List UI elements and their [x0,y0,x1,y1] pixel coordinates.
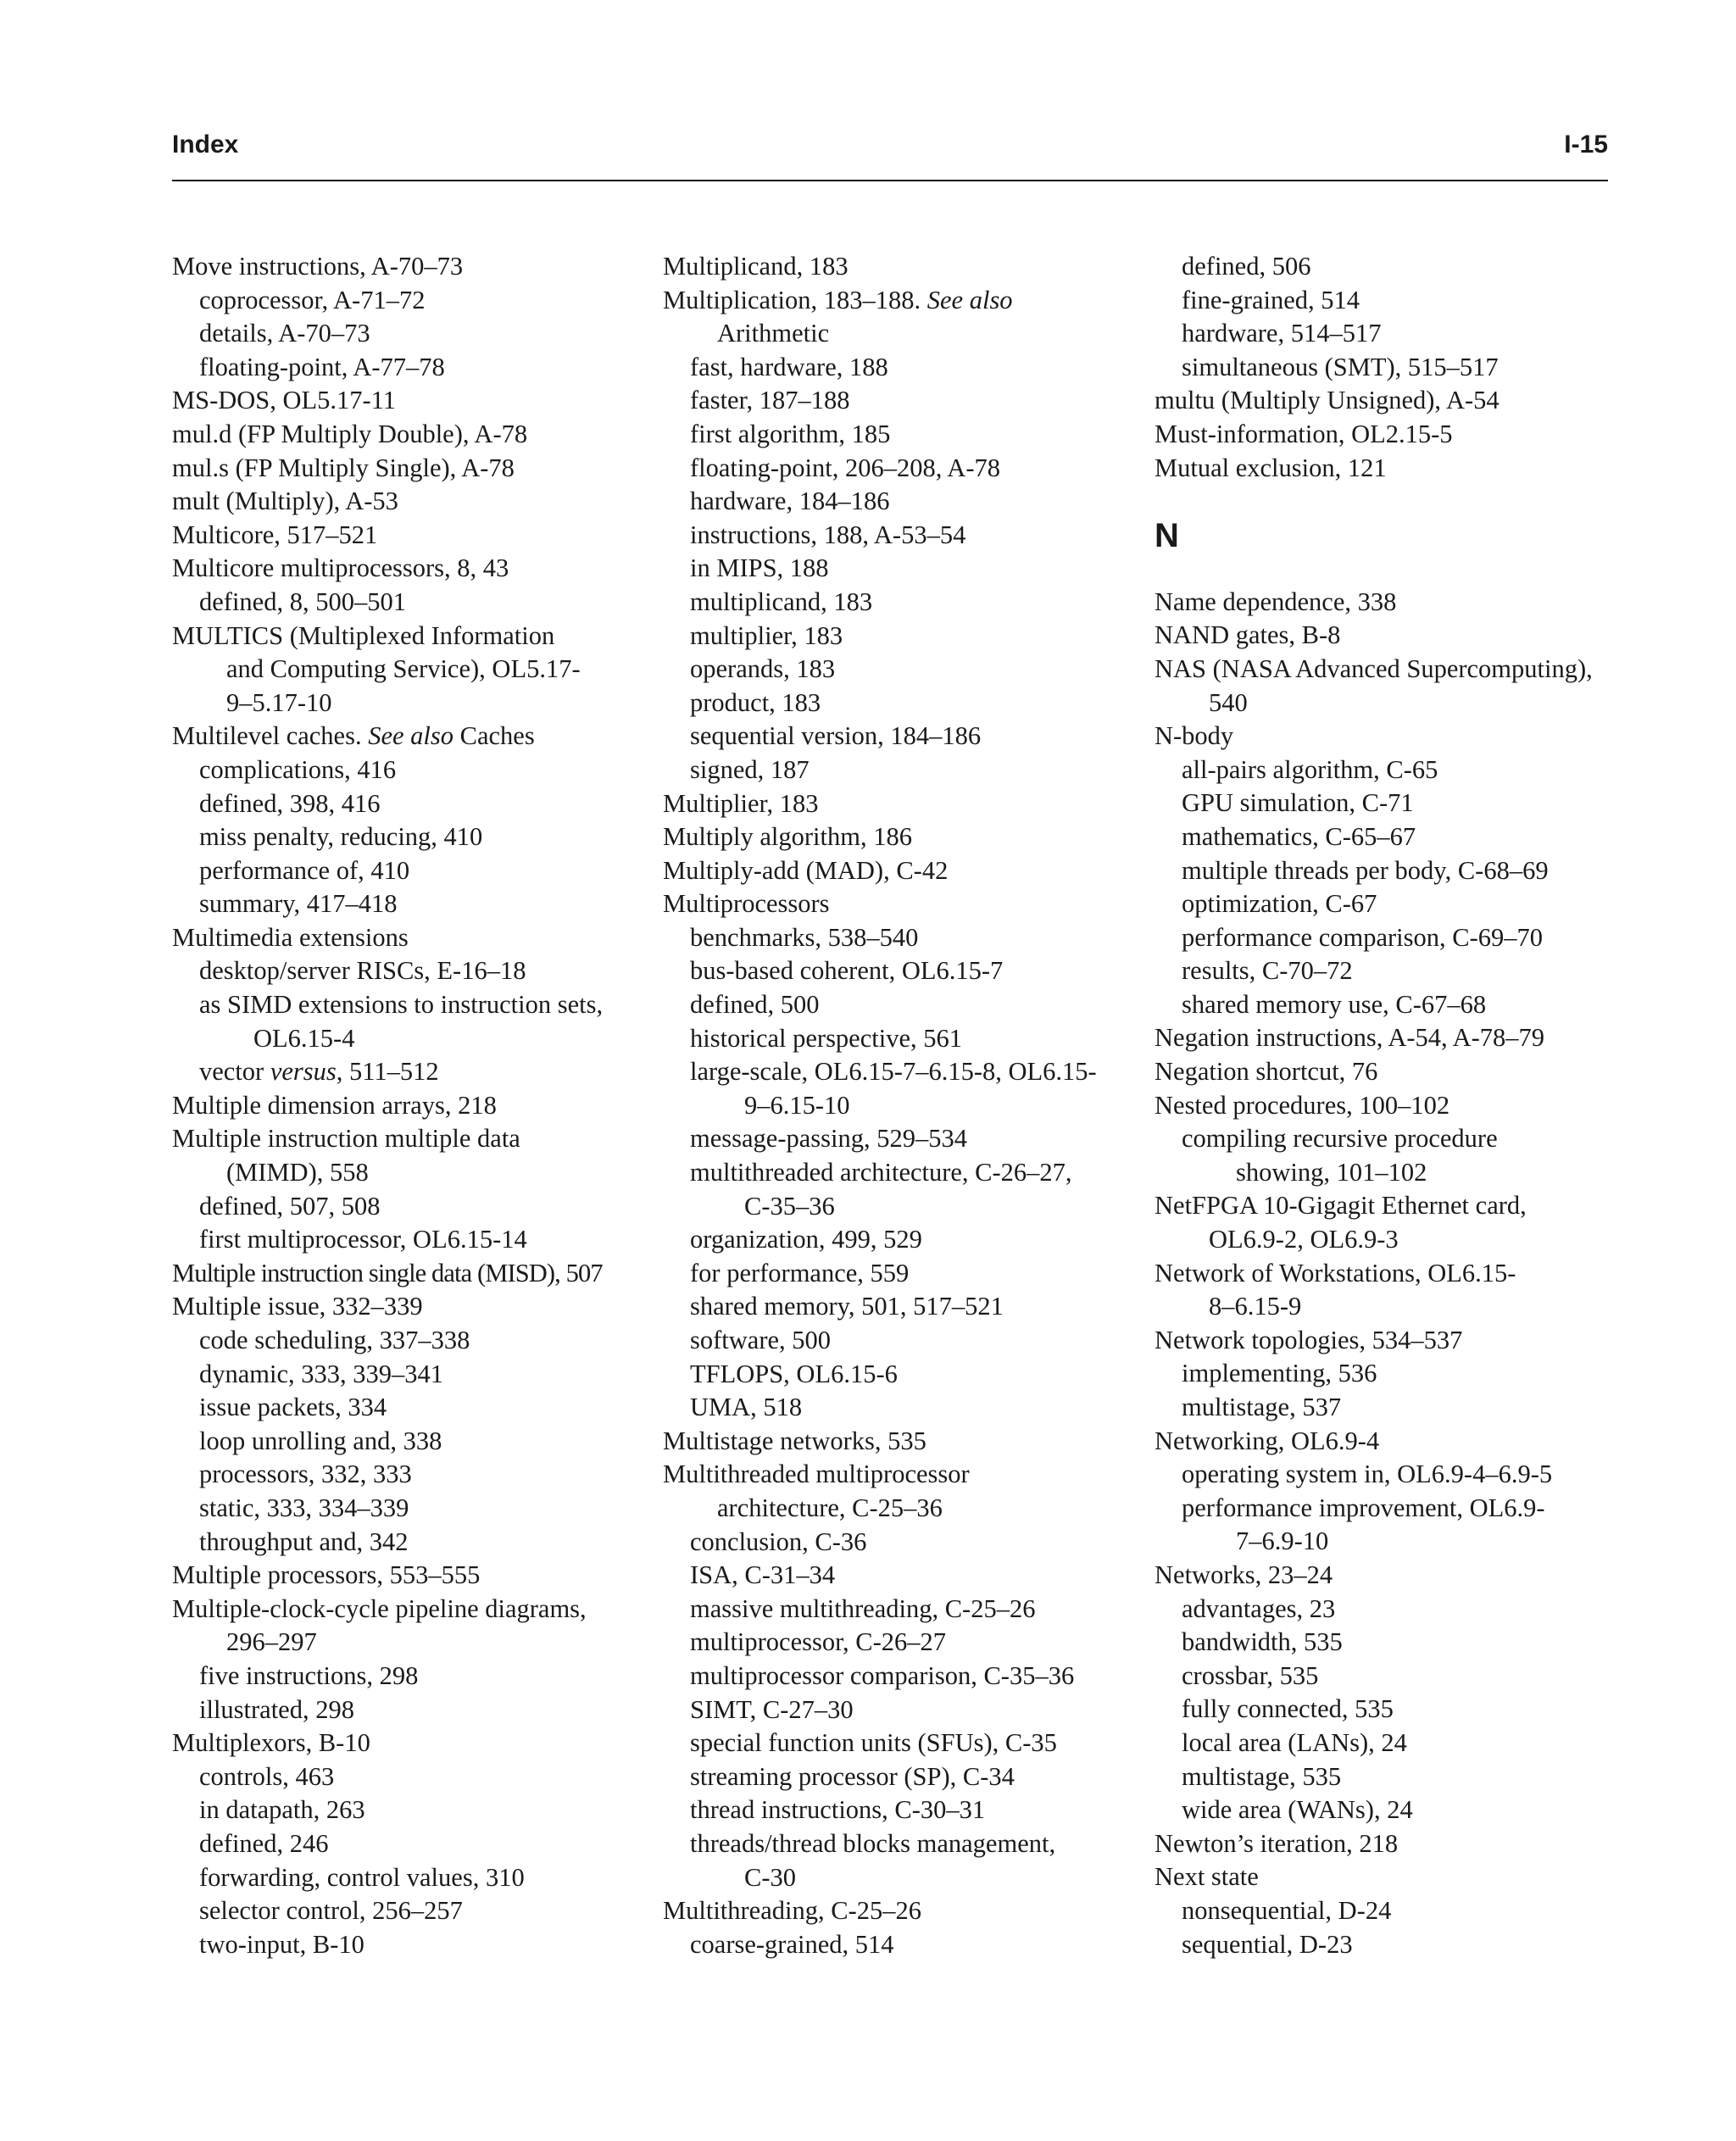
index-subentry: defined, 506 [1182,252,1311,281]
index-subentry: crossbar, 535 [1182,1660,1319,1690]
index-subentry: in MIPS, 188 [690,553,829,583]
index-entry: Multithreaded multiprocessor [663,1460,970,1489]
index-entry: Must-information, OL2.15-5 [1155,419,1453,448]
index-column-1 [172,250,647,1961]
index-subentry: code scheduling, 337–338 [199,1326,470,1354]
index-subentry: message-passing, 529–534 [690,1124,967,1154]
index-subentry: OL6.9-2, OL6.9-3 [1209,1225,1399,1254]
index-subentry: defined, 500 [690,990,820,1020]
index-subentry: faster, 187–188 [690,386,850,415]
index-subentry: fast, hardware, 188 [690,352,888,381]
index-subentry: 8–6.15-9 [1209,1292,1302,1321]
index-subentry: for performance, 559 [690,1258,910,1287]
index-column-3 [1155,250,1629,1961]
index-subentry: dynamic, 333, 339–341 [199,1359,444,1388]
index-subentry: multistage, 535 [1182,1761,1342,1791]
index-subentry: operating system in, OL6.9-4–6.9-5 [1182,1460,1553,1489]
index-subentry: illustrated, 298 [199,1694,354,1724]
index-subentry: first algorithm, 185 [690,419,891,448]
index-subentry: instructions, 188, A-53–54 [690,520,966,549]
index-entry: mult (Multiply), A-53 [172,487,398,516]
index-subentry: multiplier, 183 [690,620,843,650]
index-subentry: complications, 416 [199,754,397,784]
index-entry: Multiple dimension arrays, 218 [172,1090,497,1120]
index-entry: mul.s (FP Multiply Single), A-78 [172,453,515,482]
index-subentry: local area (LANs), 24 [1182,1727,1407,1757]
index-subentry: GPU simulation, C-71 [1182,788,1414,818]
index-entry: NetFPGA 10-Gigagit Ethernet card, [1155,1191,1527,1221]
running-header [172,131,1608,164]
index-subentry: implementing, 536 [1182,1359,1377,1388]
index-subentry: compiling recursive procedure [1182,1124,1498,1154]
index-subentry: fully connected, 535 [1182,1694,1394,1724]
index-subentry: 296–297 [226,1627,317,1657]
index-entry: Multiplication, 183–188. See also [663,285,1013,314]
index-entry: NAND gates, B-8 [1155,620,1341,650]
index-subentry: in datapath, 263 [199,1795,365,1825]
index-subentry: multiprocessor comparison, C-35–36 [690,1660,1075,1690]
index-entry: Network topologies, 534–537 [1155,1325,1463,1354]
index-subentry: massive multithreading, C-25–26 [690,1593,1036,1623]
page-number: I-15 [1564,131,1608,158]
index-subentry: two-input, B-10 [199,1929,364,1959]
index-subentry: multistage, 537 [1182,1393,1342,1421]
index-subentry: wide area (WANs), 24 [1182,1795,1413,1825]
index-subentry: nonsequential, D-24 [1182,1895,1392,1925]
index-entry: Multiplexors, B-10 [172,1728,370,1758]
index-entry: Multiple instruction single data (MISD), 507 [172,1258,603,1287]
index-entry: Nested procedures, 100–102 [1155,1090,1450,1120]
index-subentry: sequential version, 184–186 [690,721,982,751]
index-subentry: summary, 417–418 [199,889,398,919]
index-subentry: forwarding, control values, 310 [199,1862,525,1892]
index-subentry: performance of, 410 [199,855,410,885]
index-entry: N-body [1155,721,1234,751]
index-entry: Move instructions, A-70–73 [172,252,464,281]
index-subentry: TFLOPS, OL6.15-6 [690,1359,898,1388]
index-subentry: floating-point, 206–208, A-78 [690,453,1000,482]
index-subentry: 540 [1209,687,1248,717]
index-subentry: defined, 8, 500–501 [199,587,406,616]
index-entry: Multiple-clock-cycle pipeline diagrams, [172,1593,587,1623]
index-subentry: and Computing Service), OL5.17- [226,654,581,684]
index-subentry: as SIMD extensions to instruction sets, [199,990,604,1020]
index-subentry: controls, 463 [199,1761,335,1791]
index-subentry: product, 183 [690,687,821,717]
index-entry: Networks, 23–24 [1155,1560,1333,1589]
index-subentry: all-pairs algorithm, C-65 [1182,754,1438,784]
index-subentry: first multiprocessor, OL6.15-14 [199,1225,527,1254]
index-subentry: shared memory use, C-67–68 [1182,989,1487,1019]
index-entry: Multiply-add (MAD), C-42 [663,855,949,885]
index-subentry: historical perspective, 561 [690,1023,962,1053]
header-rule [172,180,1608,181]
index-subentry: performance comparison, C-69–70 [1182,922,1544,952]
index-entry: NAS (NASA Advanced Supercomputing), [1155,653,1593,683]
index-entry: Multilevel caches. See also Caches [172,721,535,751]
index-entry: Multithreading, C-25–26 [663,1896,921,1926]
index-subentry: vector versus, 511–512 [199,1057,439,1087]
index-subentry: issue packets, 334 [199,1393,387,1422]
index-subentry: UMA, 518 [690,1393,803,1422]
index-subentry: OL6.15-4 [253,1023,355,1053]
index-entry: Negation instructions, A-54, A-78–79 [1155,1023,1545,1053]
index-subentry: hardware, 184–186 [690,487,890,516]
index-subentry: loop unrolling and, 338 [199,1426,442,1455]
index-subentry: benchmarks, 538–540 [690,922,919,952]
section-spacer [1155,485,1629,519]
index-subentry: streaming processor (SP), C-34 [690,1761,1015,1791]
index-subentry: C-30 [744,1862,796,1892]
index-subentry: optimization, C-67 [1182,889,1377,919]
index-subentry: conclusion, C-36 [690,1527,867,1556]
index-entry: Multiplier, 183 [663,788,819,818]
index-entry: Multicore multiprocessors, 8, 43 [172,553,509,583]
index-entry: Network of Workstations, OL6.15- [1155,1258,1516,1287]
index-entry: Multiprocessors [663,889,830,919]
index-subentry: five instructions, 298 [199,1660,419,1690]
index-entry: MULTICS (Multiplexed Information [172,620,555,650]
index-subentry: operands, 183 [690,654,836,684]
index-subentry: 9–5.17-10 [226,687,332,717]
index-entry: Newton’s iteration, 218 [1155,1828,1399,1858]
index-subentry: defined, 507, 508 [199,1191,381,1221]
index-subentry: throughput and, 342 [199,1527,409,1556]
index-subentry: defined, 398, 416 [199,788,381,818]
index-entry: Next state [1155,1862,1259,1892]
index-entry: Multicore, 517–521 [172,520,378,549]
index-subentry: large-scale, OL6.15-7–6.15-8, OL6.15- [690,1057,1097,1087]
index-subentry: shared memory, 501, 517–521 [690,1292,1004,1321]
cross-reference-phrase: versus [270,1057,337,1087]
index-entry: multu (Multiply Unsigned), A-54 [1155,386,1500,415]
index-subentry: organization, 499, 529 [690,1225,922,1254]
index-subentry: showing, 101–102 [1236,1157,1427,1187]
index-entry: Mutual exclusion, 121 [1155,453,1387,482]
index-subentry: coprocessor, A-71–72 [199,285,426,314]
index-subentry: 7–6.9-10 [1236,1527,1329,1556]
index-entry: mul.d (FP Multiply Double), A-78 [172,419,528,448]
index-subentry: floating-point, A-77–78 [199,352,445,381]
index-subentry: SIMT, C-27–30 [690,1694,854,1724]
index-subentry: multiple threads per body, C-68–69 [1182,855,1549,885]
index-entry: Negation shortcut, 76 [1155,1057,1378,1087]
index-subentry: multiplicand, 183 [690,587,873,616]
index-subentry: threads/thread blocks management, [690,1828,1056,1858]
index-subentry: coarse-grained, 514 [690,1929,894,1959]
index-subentry: thread instructions, C-30–31 [690,1795,986,1825]
index-subentry: defined, 246 [199,1828,329,1858]
index-subentry: (MIMD), 558 [226,1158,369,1187]
header-section-title: Index [172,131,239,158]
index-entry: Multiple processors, 553–555 [172,1560,481,1590]
index-subentry: Arithmetic [717,319,830,348]
index-subentry: desktop/server RISCs, E-16–18 [199,956,526,986]
index-subentry: simultaneous (SMT), 515–517 [1182,352,1499,381]
cross-reference-phrase: See also [926,285,1013,314]
index-subentry: 9–6.15-10 [744,1090,850,1120]
index-subentry: bandwidth, 535 [1182,1627,1343,1657]
index-subentry: performance improvement, OL6.9- [1182,1493,1545,1522]
index-subentry: fine-grained, 514 [1182,285,1360,314]
index-subentry: results, C-70–72 [1182,956,1353,986]
index-subentry: bus-based coherent, OL6.15-7 [690,956,1004,986]
index-subentry: multiprocessor, C-26–27 [690,1627,947,1657]
index-subentry: special function units (SFUs), C-35 [690,1728,1057,1758]
index-subentry: processors, 332, 333 [199,1460,412,1489]
index-column-2 [663,250,1138,1961]
index-subentry: software, 500 [690,1326,832,1354]
index-subentry: multithreaded architecture, C-26–27, [690,1158,1072,1187]
index-subentry: signed, 187 [690,754,810,784]
index-subentry: C-35–36 [744,1191,835,1221]
index-entry: Multiple issue, 332–339 [172,1292,423,1321]
section-letter-heading: N [1155,516,1179,554]
index-entry: Multistage networks, 535 [663,1426,926,1455]
index-subentry: selector control, 256–257 [199,1896,463,1926]
index-entry: Name dependence, 338 [1155,587,1397,616]
index-subentry: advantages, 23 [1182,1593,1336,1623]
index-entry: Multiply algorithm, 186 [663,822,912,852]
index-subentry: architecture, C-25–36 [717,1493,943,1522]
index-subentry: miss penalty, reducing, 410 [199,822,483,852]
cross-reference-phrase: See also [368,721,454,751]
index-entry: MS-DOS, OL5.17-11 [172,386,397,415]
index-entry: Multimedia extensions [172,922,409,952]
index-entry: Multiple instruction multiple data [172,1124,520,1154]
index-subentry: details, A-70–73 [199,319,370,348]
index-entry: Multiplicand, 183 [663,252,849,281]
index-entry: Networking, OL6.9-4 [1155,1426,1380,1455]
index-subentry: ISA, C-31–34 [690,1560,836,1590]
index-subentry: sequential, D-23 [1182,1929,1353,1959]
index-subentry: mathematics, C-65–67 [1182,821,1416,851]
index-subentry: static, 333, 334–339 [199,1493,409,1522]
index-subentry: hardware, 514–517 [1182,319,1382,348]
